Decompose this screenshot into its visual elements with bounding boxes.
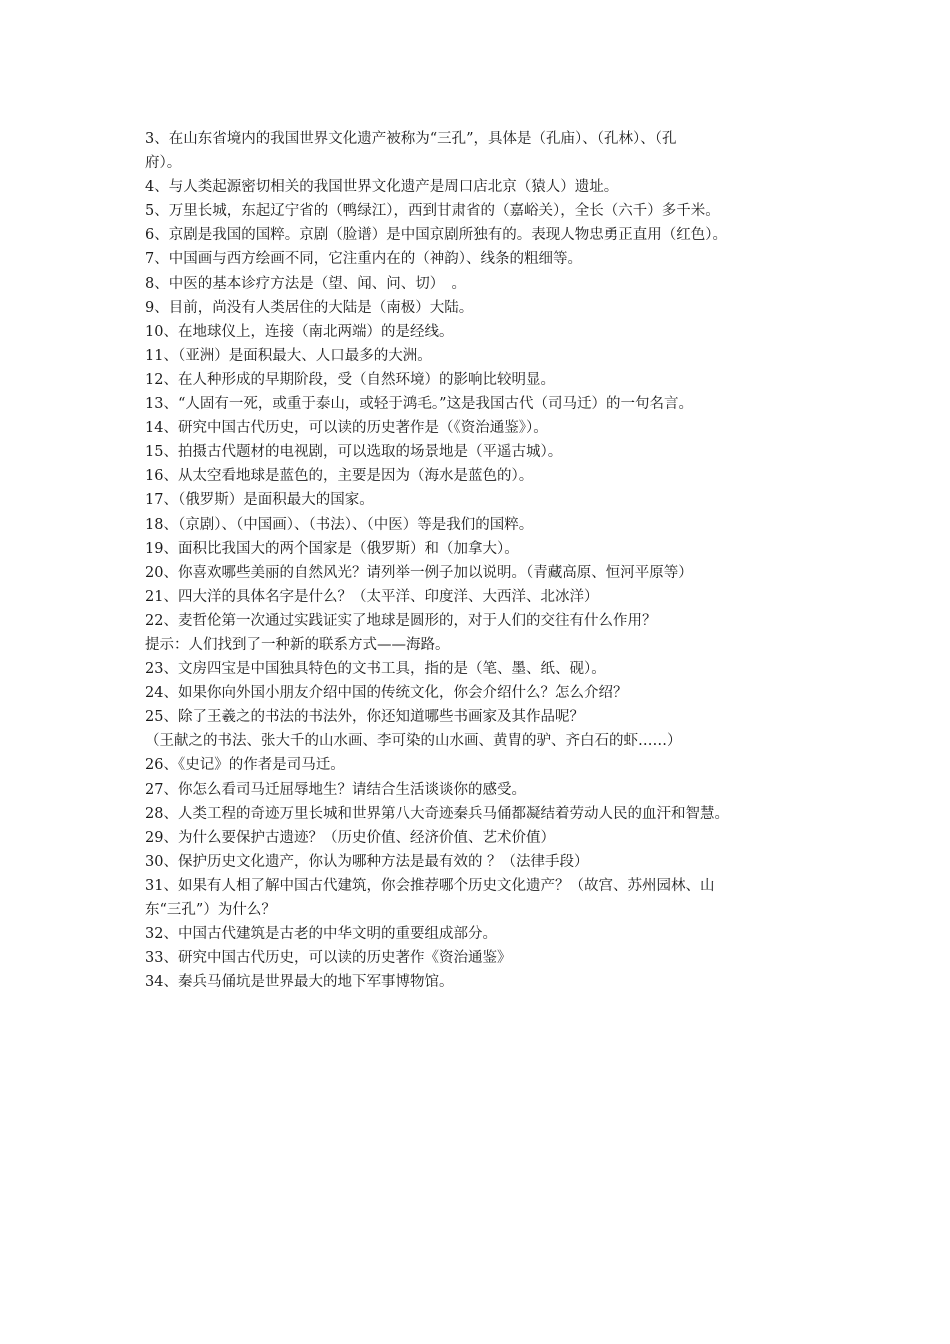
text-line: 提示：人们找到了一种新的联系方式——海路。 [145,636,450,653]
text-line: 11、（亚洲）是面积最大、人口最多的大洲。 [145,347,432,364]
text-line: 6、京剧是我国的国粹。京剧（脸谱）是中国京剧所独有的。表现人物忠勇正直用（红色）。 [145,227,727,244]
text-line: 12、在人种形成的早期阶段，受（自然环境）的影响比较明显。 [145,371,555,388]
text-line: （王献之的书法、张大千的山水画、李可染的山水画、黄胄的驴、齐白石的虾……） [145,733,682,750]
text-line: 5、万里长城，东起辽宁省的（鸭绿江），西到甘肃省的（嘉峪关），全长（六千）多千米。 [145,203,720,220]
text-line: 10、在地球仪上，连接（南北两端）的是经线。 [145,323,454,340]
document-body [145,127,817,994]
text-line: 24、如果你向外国小朋友介绍中国的传统文化，你会介绍什么？怎么介绍？ [145,685,628,702]
text-line: 8、中医的基本诊疗方法是（望、闻、问、切） 。 [145,275,466,292]
text-line: 19、面积比我国大的两个国家是（俄罗斯）和（加拿大）。 [145,540,519,557]
text-line: 17、（俄罗斯）是面积最大的国家。 [145,492,374,509]
text-line: 27、你怎么看司马迁屈辱地生？请结合生活谈谈你的感受。 [145,781,526,798]
text-line: 32、中国古代建筑是古老的中华文明的重要组成部分。 [145,926,497,943]
text-line: 14、研究中国古代历史，可以读的历史著作是（《资治通鉴》）。 [145,420,548,437]
text-line: 13、“人固有一死，或重于泰山，或轻于鸿毛。”这是我国古代（司马迁）的一句名言。 [145,396,694,413]
text-line: 30、保护历史文化遗产，你认为哪种方法是最有效的 ？（法律手段） [145,853,589,870]
text-line: 25、除了王羲之的书法的书法外，你还知道哪些书画家及其作品呢？ [145,709,584,726]
text-line: 16、从太空看地球是蓝色的，主要是因为（海水是蓝色的）。 [145,468,534,485]
text-line: 东“三孔”）为什么？ [145,902,276,918]
text-line: 31、如果有人相了解中国古代建筑，你会推荐哪个历史文化遗产？（故宫、苏州园林、山 [145,877,715,894]
text-line: 府）。 [145,155,182,172]
text-line: 18、（京剧）、（中国画）、（书法）、（中医）等是我们的国粹。 [145,516,534,533]
text-line: 15、拍摄古代题材的电视剧，可以选取的场景地是（平遥古城）。 [145,444,563,461]
text-line: 33、研究中国古代历史，可以读的历史著作《资治通鉴》 [145,950,512,967]
text-line: 34、秦兵马俑坑是世界最大的地下军事博物馆。 [145,974,454,991]
text-line: 7、中国画与西方绘画不同，它注重内在的（神韵）、线条的粗细等。 [145,251,582,268]
text-line: 23、文房四宝是中国独具特色的文书工具，指的是（笔、墨、纸、砚）。 [145,661,606,678]
text-line: 29、为什么要保护古遗迹？（历史价值、经济价值、艺术价值） [145,829,555,846]
text-line: 21、四大洋的具体名字是什么？（太平洋、印度洋、大西洋、北冰洋） [145,588,599,605]
text-line: 9、目前，尚没有人类居住的大陆是（南极）大陆。 [145,299,474,316]
text-line: 20、你喜欢哪些美丽的自然风光？请列举一例子加以说明。（青藏高原、恒河平原等） [145,564,693,581]
text-line: 3、在山东省境内的我国世界文化遗产被称为“三孔”，具体是（孔庙）、（孔林）、（孔 [145,131,677,147]
text-line: 22、麦哲伦第一次通过实践证实了地球是圆形的，对于人们的交往有什么作用？ [145,612,657,629]
text-line: 28、人类工程的奇迹万里长城和世界第八大奇迹秦兵马俑都凝结着劳动人民的血汗和智慧。 [145,805,729,822]
text-line: 4、与人类起源密切相关的我国世界文化遗产是周口店北京（猿人）遗址。 [145,179,619,196]
text-line: 26、《史记》的作者是司马迁。 [145,757,345,774]
